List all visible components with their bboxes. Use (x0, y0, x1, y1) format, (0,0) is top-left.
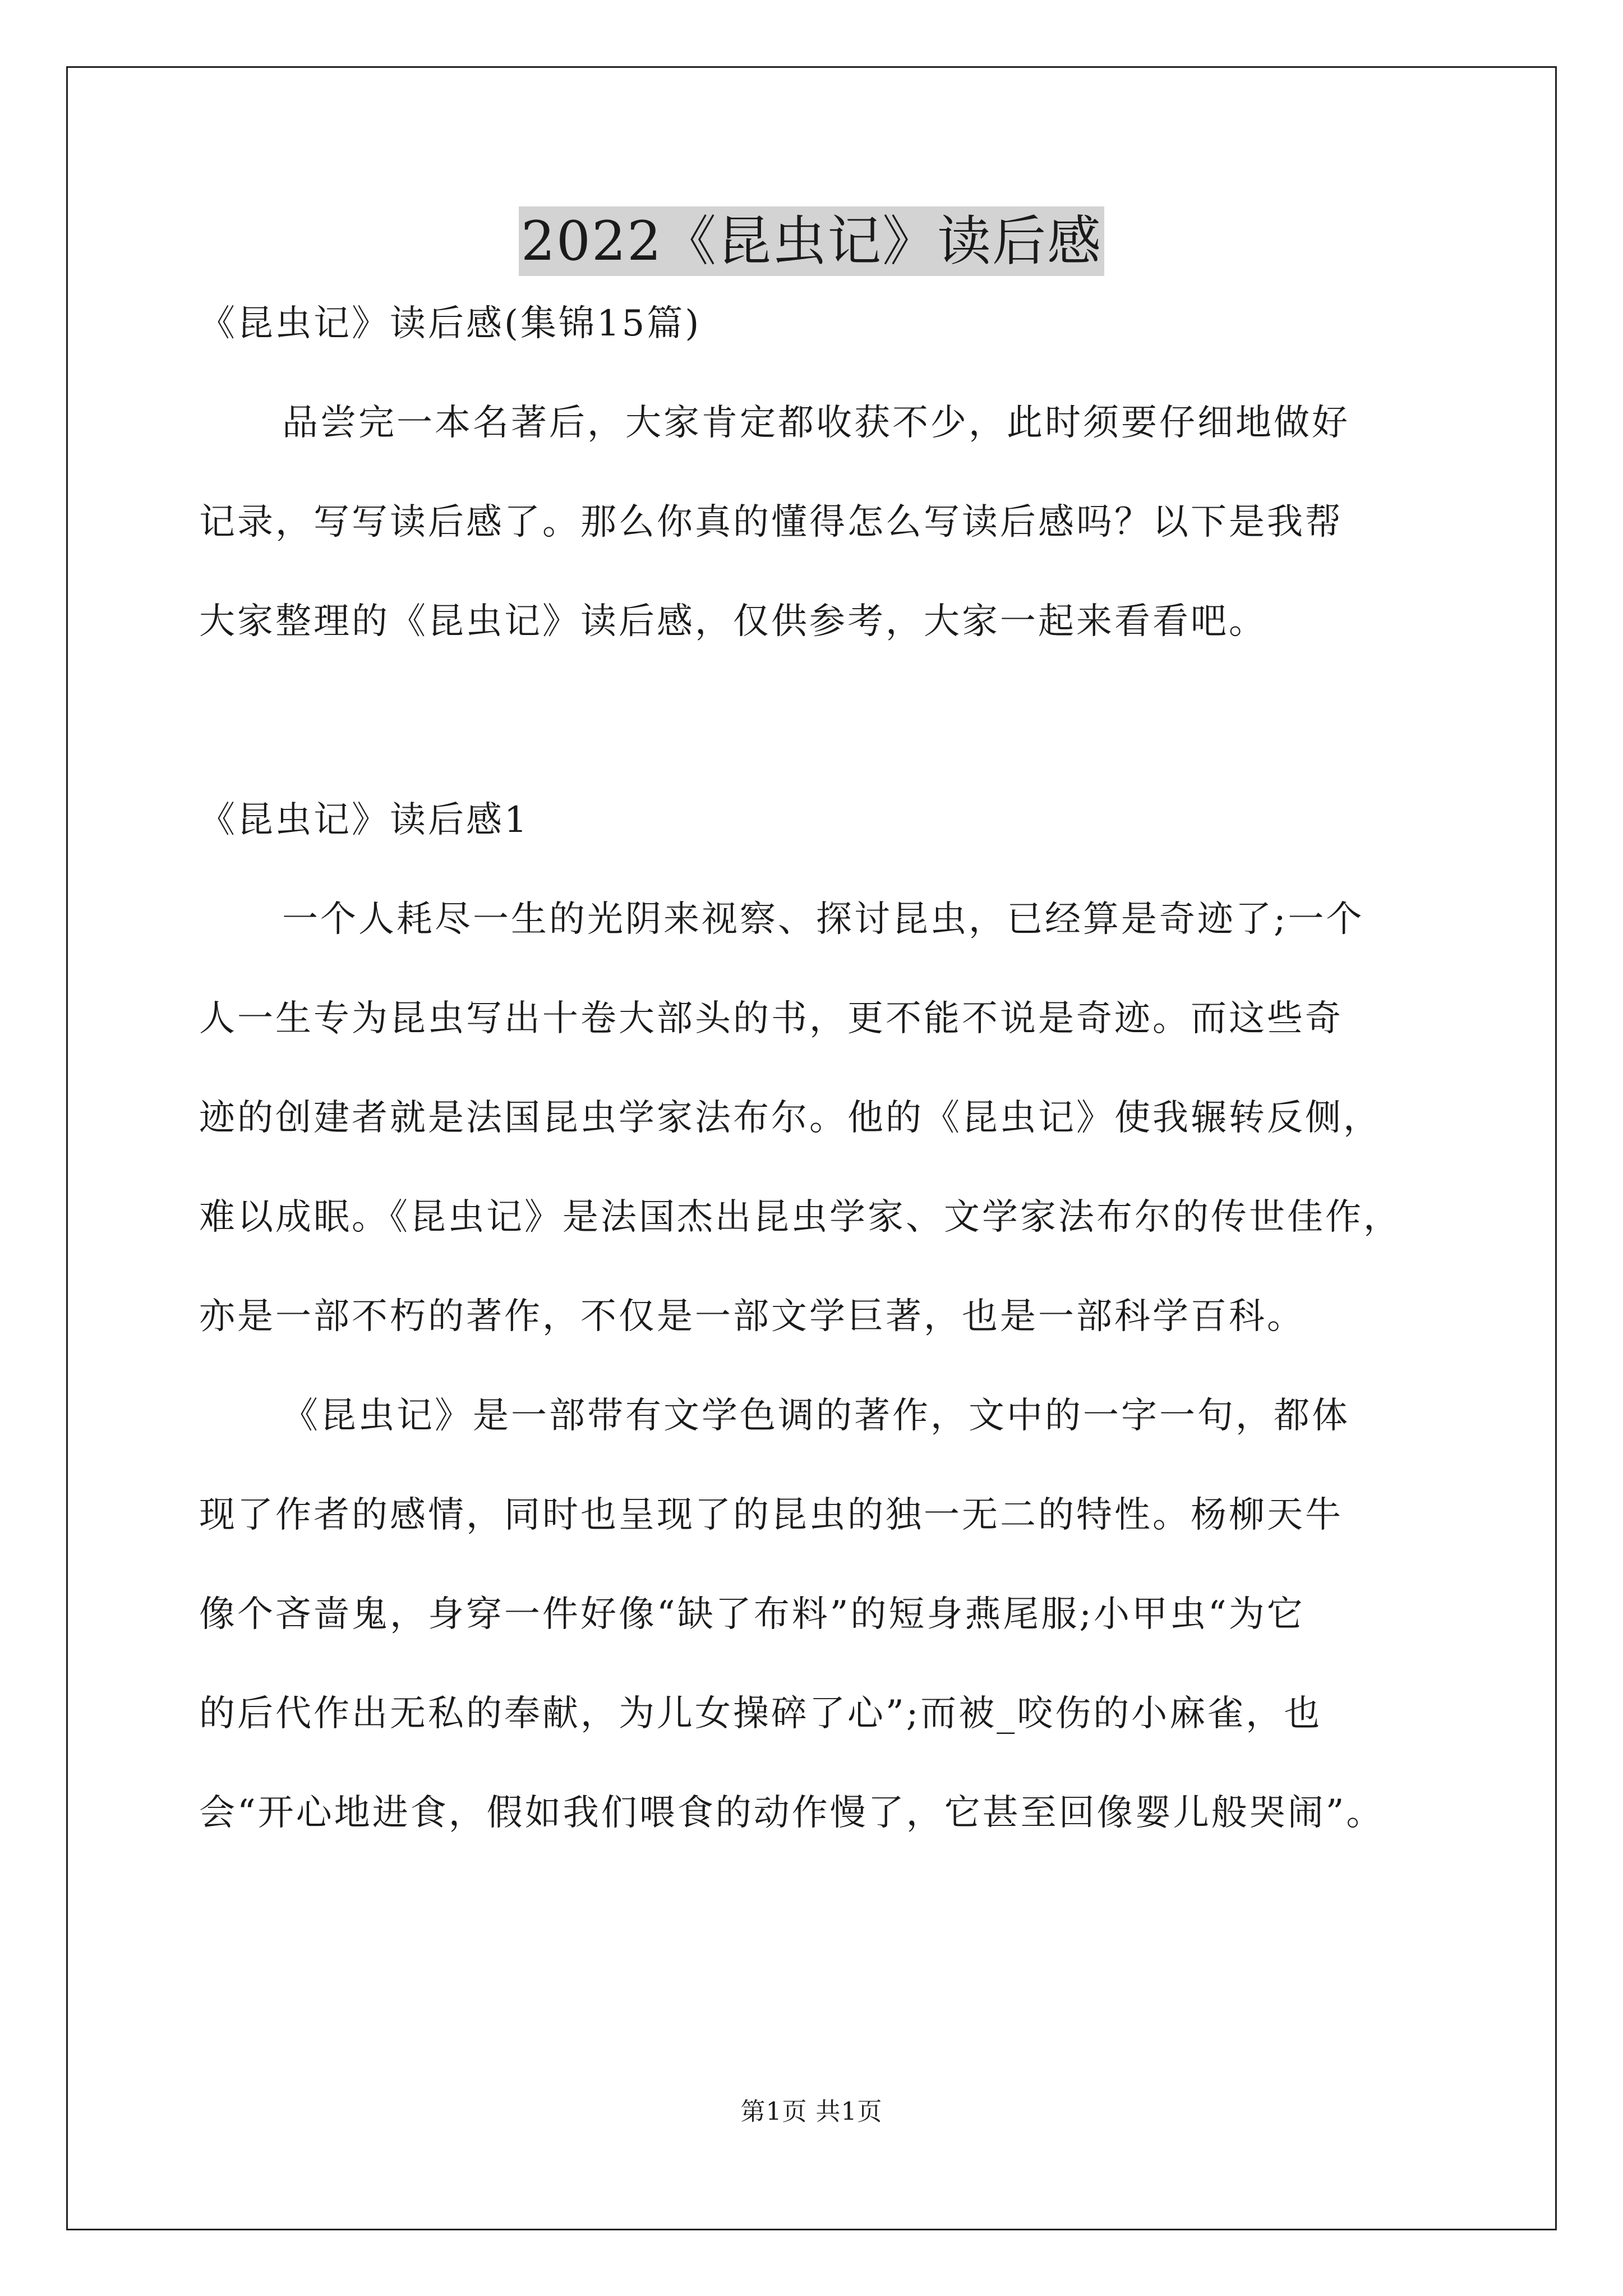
page-footer: 第1页 共1页 (740, 2097, 883, 2126)
paragraph-line: 现了作者的感情，同时也呈现了的昆虫的独一无二的特性。杨柳天牛 (199, 1494, 1343, 1536)
paragraph-line: 一个人耗尽一生的光阴来视察、探讨昆虫，已经算是奇迹了;一个 (282, 899, 1364, 940)
paragraph-line: 迹的创建者就是法国昆虫学家法布尔。他的《昆虫记》使我辗转反侧， (199, 1097, 1381, 1139)
document-body (199, 303, 1450, 1834)
intro-line: 记录，写写读后感了。那么你真的懂得怎么写读后感吗？以下是我帮 (199, 501, 1343, 543)
paragraph-line: 亦是一部不朽的著作，不仅是一部文学巨著，也是一部科学百科。 (199, 1296, 1305, 1337)
intro-line: 大家整理的《昆虫记》读后感，仅供参考，大家一起来看看吧。 (199, 601, 1267, 642)
paragraph-line: 会“开心地进食，假如我们喂食的动作慢了，它甚至回像婴儿般哭闹”。 (199, 1792, 1385, 1834)
paragraph-line: 《昆虫记》是一部带有文学色调的著作，文中的一字一句，都体 (282, 1395, 1350, 1437)
body-paragraph-2 (199, 1395, 1450, 1834)
paragraph-line: 难以成眠。《昆虫记》是法国杰出昆虫学家、文学家法布尔的传世佳作， (199, 1197, 1401, 1238)
paragraph-line: 人一生专为昆虫写出十卷大部头的书，更不能不说是奇迹。而这些奇 (199, 998, 1343, 1039)
subtitle: 《昆虫记》读后感(集锦15篇) (199, 303, 702, 344)
title-text: 2022《昆虫记》读后感 (519, 206, 1104, 276)
intro-line: 品尝完一本名著后，大家肯定都收获不少，此时须要仔细地做好 (282, 402, 1350, 444)
document-title (0, 202, 1623, 280)
intro-paragraph (199, 402, 1450, 642)
paragraph-line: 像个吝啬鬼，身穿一件好像“缺了布料”的短身燕尾服;小甲虫“为它 (199, 1594, 1305, 1635)
body-paragraph-1 (199, 901, 1450, 1335)
section-heading: 《昆虫记》读后感1 (199, 799, 529, 841)
paragraph-line: 的后代作出无私的奉献，为儿女操碎了心”;而被_咬伤的小麻雀，也 (199, 1693, 1322, 1734)
